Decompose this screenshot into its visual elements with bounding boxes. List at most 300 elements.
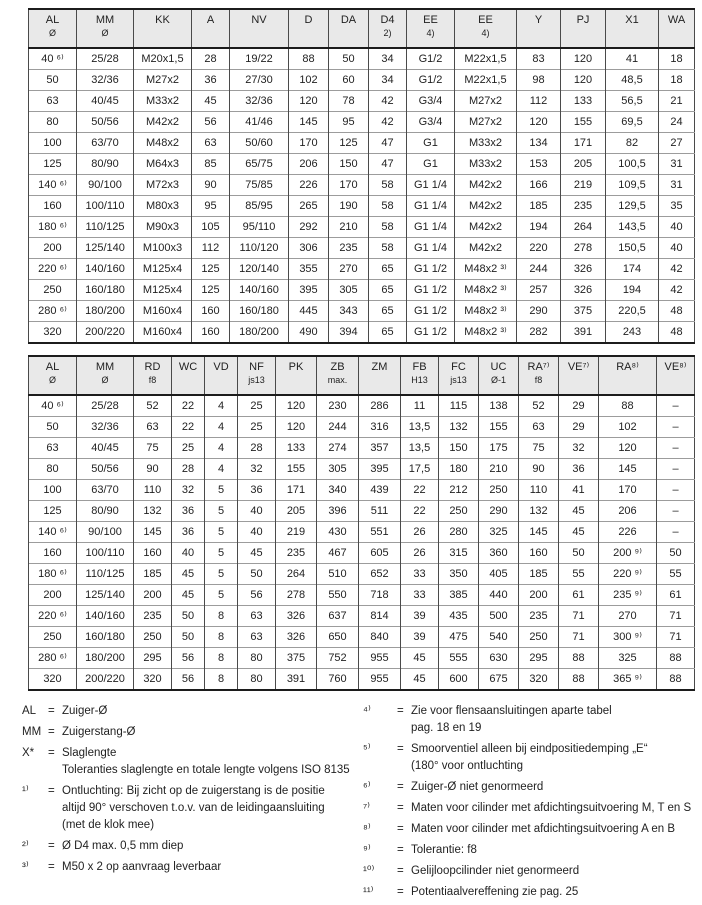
table-cell: 219 bbox=[276, 522, 317, 543]
table-row bbox=[29, 301, 695, 322]
table-1-section bbox=[28, 0, 694, 344]
table-cell: 8 bbox=[205, 648, 238, 669]
table-cell: 88 bbox=[657, 648, 695, 669]
table-cell: 440 bbox=[479, 585, 519, 606]
table-row bbox=[29, 522, 695, 543]
footnote-item bbox=[363, 703, 702, 737]
table-cell: 375 bbox=[276, 648, 317, 669]
footnote-marker: ¹¹⁾ bbox=[363, 886, 374, 898]
table-cell: 320 bbox=[519, 669, 559, 691]
table-cell: 26 bbox=[401, 543, 439, 564]
footnote-item bbox=[363, 741, 702, 775]
table-cell: 160 bbox=[519, 543, 559, 564]
table-cell: 95 bbox=[329, 112, 369, 133]
table-cell: 343 bbox=[329, 301, 369, 322]
table-cell: 160/180 bbox=[230, 301, 289, 322]
footnote-line: Maten voor cilinder met afdichtingsuitvoering A en B bbox=[411, 823, 676, 835]
table-cell: 36 bbox=[192, 70, 230, 91]
column-header-sublabel: Ø bbox=[48, 375, 56, 385]
table-cell: 160 bbox=[192, 301, 230, 322]
table-cell: 39 bbox=[401, 627, 439, 648]
table-cell: 171 bbox=[276, 480, 317, 501]
footnote-marker: ¹⁾ bbox=[22, 785, 29, 797]
table-cell: G1 1/2 bbox=[407, 301, 455, 322]
table-cell: 140 ⁶⁾ bbox=[29, 175, 77, 196]
table-cell: 185 bbox=[517, 196, 561, 217]
table-cell: M125x4 bbox=[134, 280, 192, 301]
table-cell: 250 bbox=[479, 480, 519, 501]
footnote-line: Slaglengte bbox=[62, 747, 117, 759]
table-cell: 4 bbox=[205, 417, 238, 438]
column-header bbox=[369, 9, 407, 48]
table-cell: 13,5 bbox=[401, 438, 439, 459]
table-cell: 75 bbox=[134, 438, 172, 459]
table-cell: 36 bbox=[559, 459, 599, 480]
footnote-line: Maten voor cilinder met afdichtingsuitvoering M, T en S bbox=[411, 802, 692, 814]
table-row bbox=[29, 438, 695, 459]
footnote-text bbox=[411, 800, 702, 817]
table-cell: 160 bbox=[192, 322, 230, 344]
footnote-line: Zuiger-Ø niet genormeerd bbox=[411, 781, 544, 793]
table-cell: 125 bbox=[192, 259, 230, 280]
table-cell: 125 bbox=[29, 154, 77, 175]
column-header-label: VE⁸⁾ bbox=[664, 361, 687, 373]
table-cell: 80/90 bbox=[77, 154, 134, 175]
column-header bbox=[230, 9, 289, 48]
table-cell: 120 bbox=[289, 91, 329, 112]
footnote-item bbox=[363, 779, 702, 796]
table-cell: M72x3 bbox=[134, 175, 192, 196]
table-cell: 160 bbox=[29, 543, 77, 564]
table-cell: 439 bbox=[359, 480, 401, 501]
table-cell: M20x1,5 bbox=[134, 48, 192, 70]
column-header-sublabel: Ø-1 bbox=[490, 375, 506, 385]
table-cell: M42x2 bbox=[455, 196, 517, 217]
table-cell: 5 bbox=[205, 543, 238, 564]
table-cell: M64x3 bbox=[134, 154, 192, 175]
table-cell: 360 bbox=[479, 543, 519, 564]
table-cell: 180/200 bbox=[77, 648, 134, 669]
table-cell: 50 bbox=[172, 627, 205, 648]
table-cell: 280 ⁶⁾ bbox=[29, 301, 77, 322]
table-cell: 155 bbox=[479, 417, 519, 438]
table-cell: 88 bbox=[559, 648, 599, 669]
table-cell: 365 ⁹⁾ bbox=[599, 669, 657, 691]
table-cell: 243 bbox=[606, 322, 659, 344]
column-header-label: D4 bbox=[380, 14, 395, 26]
column-header-label: EE bbox=[423, 14, 438, 26]
table-cell: 160/180 bbox=[77, 280, 134, 301]
column-header bbox=[455, 9, 517, 48]
footnote-marker: ¹⁰⁾ bbox=[363, 865, 375, 877]
footnote-item bbox=[22, 724, 355, 741]
table-row bbox=[29, 501, 695, 522]
table-cell: 200 bbox=[29, 238, 77, 259]
footnote-equals: = bbox=[397, 802, 404, 814]
table-cell: M90x3 bbox=[134, 217, 192, 238]
table-cell: 102 bbox=[599, 417, 657, 438]
table-2-section bbox=[28, 344, 694, 691]
column-header-label: NV bbox=[251, 14, 267, 26]
table-cell: 63 bbox=[134, 417, 172, 438]
column-header-sublabel bbox=[518, 28, 559, 39]
footnotes-left-column bbox=[22, 703, 355, 905]
table-cell: 340 bbox=[317, 480, 359, 501]
footnote-text bbox=[62, 783, 355, 834]
table-cell: M160x4 bbox=[134, 322, 192, 344]
table-row bbox=[29, 154, 695, 175]
table-cell: 47 bbox=[369, 154, 407, 175]
footnote-marker: ⁷⁾ bbox=[363, 802, 370, 814]
footnote-marker: ⁶⁾ bbox=[363, 781, 371, 793]
table-cell: 90/100 bbox=[77, 175, 134, 196]
table-cell: 25 bbox=[172, 438, 205, 459]
table-cell: 50/56 bbox=[77, 459, 134, 480]
table-cell: 752 bbox=[317, 648, 359, 669]
table-cell: 650 bbox=[317, 627, 359, 648]
table-cell: 61 bbox=[559, 585, 599, 606]
table-row bbox=[29, 564, 695, 585]
table-cell: 80/90 bbox=[77, 501, 134, 522]
footnotes-section bbox=[0, 691, 702, 905]
footnote-marker: ⁹⁾ bbox=[363, 844, 371, 856]
table-cell: 32/36 bbox=[77, 417, 134, 438]
table-cell: 63 bbox=[238, 627, 276, 648]
table-cell: 56 bbox=[238, 585, 276, 606]
table-cell: 175 bbox=[479, 438, 519, 459]
column-header bbox=[479, 356, 519, 395]
table-cell: 45 bbox=[559, 501, 599, 522]
table-cell: 71 bbox=[657, 627, 695, 648]
table-cell: 52 bbox=[519, 395, 559, 417]
table-cell: 45 bbox=[172, 564, 205, 585]
table-cell: 467 bbox=[317, 543, 359, 564]
table-cell: 40 ⁶⁾ bbox=[29, 395, 77, 417]
table-cell: 34 bbox=[369, 70, 407, 91]
column-header bbox=[439, 356, 479, 395]
table-cell: M125x4 bbox=[134, 259, 192, 280]
table-cell: 145 bbox=[519, 522, 559, 543]
table-cell: 320 bbox=[29, 322, 77, 344]
footnote-marker: ⁵⁾ bbox=[363, 743, 371, 755]
table-cell: 264 bbox=[276, 564, 317, 585]
table-cell: 4 bbox=[205, 459, 238, 480]
table-cell: 278 bbox=[276, 585, 317, 606]
table-cell: 125/140 bbox=[77, 585, 134, 606]
table-cell: 325 bbox=[479, 522, 519, 543]
table-cell: 50 bbox=[29, 417, 77, 438]
column-header-label: MM bbox=[95, 14, 115, 26]
table-cell: 210 bbox=[479, 459, 519, 480]
table-cell: 375 bbox=[561, 301, 606, 322]
table-cell: M48x2 ³⁾ bbox=[455, 322, 517, 344]
table-cell: 33 bbox=[401, 564, 439, 585]
cylinder-dimensions-table-2 bbox=[28, 355, 695, 691]
table-cell: 32 bbox=[172, 480, 205, 501]
table-cell: 4 bbox=[205, 395, 238, 417]
table-cell: 120 bbox=[517, 112, 561, 133]
column-header bbox=[561, 9, 606, 48]
table-cell: 235 bbox=[561, 196, 606, 217]
table-cell: 63 bbox=[29, 438, 77, 459]
table-cell: 42 bbox=[659, 259, 695, 280]
table-cell: 55 bbox=[559, 564, 599, 585]
table-cell: 105 bbox=[192, 217, 230, 238]
table-cell: 95 bbox=[192, 196, 230, 217]
table-cell: 320 bbox=[134, 669, 172, 691]
table-cell: 36 bbox=[172, 501, 205, 522]
footnote-text bbox=[62, 745, 355, 779]
table-cell: 120 bbox=[599, 438, 657, 459]
footnote-equals: = bbox=[48, 705, 55, 717]
column-header bbox=[134, 356, 172, 395]
footnote-item bbox=[363, 884, 702, 901]
table-cell: 22 bbox=[172, 395, 205, 417]
table-cell: 26 bbox=[401, 522, 439, 543]
table-cell: 290 bbox=[517, 301, 561, 322]
table-row bbox=[29, 627, 695, 648]
table-cell: 395 bbox=[289, 280, 329, 301]
table-cell: 100 bbox=[29, 133, 77, 154]
table-cell: 18 bbox=[659, 70, 695, 91]
table-cell: G1 1/4 bbox=[407, 196, 455, 217]
footnote-text bbox=[411, 703, 702, 737]
table-cell: M160x4 bbox=[134, 301, 192, 322]
column-header-label: FC bbox=[451, 361, 466, 373]
table-cell: 69,5 bbox=[606, 112, 659, 133]
column-header bbox=[329, 9, 369, 48]
table-cell: 316 bbox=[359, 417, 401, 438]
footnote-equals: = bbox=[48, 726, 55, 738]
table-cell: 11 bbox=[401, 395, 439, 417]
column-header bbox=[657, 356, 695, 395]
footnote-item bbox=[363, 863, 702, 880]
column-header-label: RA⁸⁾ bbox=[616, 361, 639, 373]
footnote-marker: AL bbox=[22, 705, 37, 717]
table-cell: 194 bbox=[517, 217, 561, 238]
table-cell: 61 bbox=[657, 585, 695, 606]
table-cell: 17,5 bbox=[401, 459, 439, 480]
table-row bbox=[29, 459, 695, 480]
table-cell: 500 bbox=[479, 606, 519, 627]
footnote-line: (met de klok mee) bbox=[62, 819, 155, 831]
table-cell: 226 bbox=[599, 522, 657, 543]
table-cell: G1 bbox=[407, 154, 455, 175]
table-row bbox=[29, 417, 695, 438]
column-header-label: DA bbox=[340, 14, 357, 26]
table-cell: 435 bbox=[439, 606, 479, 627]
table-cell: 206 bbox=[599, 501, 657, 522]
table-cell: 63/70 bbox=[77, 133, 134, 154]
column-header-sublabel bbox=[173, 375, 203, 386]
table-cell: 48,5 bbox=[606, 70, 659, 91]
column-header bbox=[289, 9, 329, 48]
table-cell: 88 bbox=[289, 48, 329, 70]
table-cell: 235 bbox=[276, 543, 317, 564]
table-cell: 132 bbox=[134, 501, 172, 522]
table-cell: 58 bbox=[369, 238, 407, 259]
table-cell: 110 bbox=[134, 480, 172, 501]
footnote-text bbox=[411, 842, 702, 859]
column-header-sublabel bbox=[658, 375, 693, 386]
table-cell: 134 bbox=[517, 133, 561, 154]
table-cell: 100,5 bbox=[606, 154, 659, 175]
table-cell: 65 bbox=[369, 322, 407, 344]
table-cell: 320 bbox=[29, 669, 77, 691]
table-cell: M33x2 bbox=[455, 154, 517, 175]
table-cell: 200 ⁹⁾ bbox=[599, 543, 657, 564]
table-cell: 75 bbox=[519, 438, 559, 459]
table-cell: G1 1/4 bbox=[407, 238, 455, 259]
table-cell: 40 bbox=[238, 522, 276, 543]
table-cell: 133 bbox=[276, 438, 317, 459]
table-cell: M48x2 bbox=[134, 133, 192, 154]
table-cell: 250 bbox=[439, 501, 479, 522]
cylinder-dimensions-table-1 bbox=[28, 8, 695, 344]
table-cell: 100/110 bbox=[77, 196, 134, 217]
table-cell: 290 bbox=[479, 501, 519, 522]
table-cell: 235 bbox=[134, 606, 172, 627]
column-header bbox=[599, 356, 657, 395]
table-cell: 264 bbox=[561, 217, 606, 238]
table-cell: 32/36 bbox=[77, 70, 134, 91]
table-cell: 5 bbox=[205, 585, 238, 606]
footnote-text bbox=[411, 779, 702, 796]
table-row bbox=[29, 48, 695, 70]
table-cell: 160 bbox=[134, 543, 172, 564]
table-cell: 445 bbox=[289, 301, 329, 322]
table-cell: 133 bbox=[561, 91, 606, 112]
table-cell: 41 bbox=[606, 48, 659, 70]
footnote-line: Ontluchting: Bij zicht op de zuigerstang is de positie bbox=[62, 785, 325, 797]
table-cell: 29 bbox=[559, 417, 599, 438]
column-header-sublabel: f8 bbox=[534, 375, 543, 385]
column-header-label: PK bbox=[288, 361, 304, 373]
table-cell: 28 bbox=[192, 48, 230, 70]
column-header-sublabel bbox=[600, 375, 655, 386]
table-cell: 185 bbox=[519, 564, 559, 585]
table-cell: 50 bbox=[172, 606, 205, 627]
footnote-line: Smoorventiel alleen bij eindpositiedemping „E“ bbox=[411, 743, 648, 755]
column-header bbox=[29, 9, 77, 48]
footnote-equals: = bbox=[48, 861, 55, 873]
table-cell: 280 bbox=[439, 522, 479, 543]
table-cell: 80 bbox=[29, 459, 77, 480]
table-cell: 292 bbox=[289, 217, 329, 238]
table-cell: 840 bbox=[359, 627, 401, 648]
table-cell: 41/46 bbox=[230, 112, 289, 133]
table-cell: 48 bbox=[659, 301, 695, 322]
table-cell: 40 bbox=[172, 543, 205, 564]
table-cell: 166 bbox=[517, 175, 561, 196]
table-cell: 32 bbox=[238, 459, 276, 480]
column-header-label: Y bbox=[534, 14, 543, 26]
column-header-label: WA bbox=[667, 14, 686, 26]
table-cell: 125/140 bbox=[77, 238, 134, 259]
table-cell: – bbox=[657, 417, 695, 438]
table-cell: 45 bbox=[172, 585, 205, 606]
table-cell: G1 1/4 bbox=[407, 175, 455, 196]
table-cell: 171 bbox=[561, 133, 606, 154]
table-cell: 955 bbox=[359, 648, 401, 669]
table-cell: 540 bbox=[479, 627, 519, 648]
column-header bbox=[29, 356, 77, 395]
table-cell: 235 bbox=[519, 606, 559, 627]
table-cell: G3/4 bbox=[407, 91, 455, 112]
table-cell: 212 bbox=[439, 480, 479, 501]
table-cell: 18 bbox=[659, 48, 695, 70]
table-cell: 185 bbox=[134, 564, 172, 585]
table-cell: 257 bbox=[517, 280, 561, 301]
table-cell: 180/200 bbox=[230, 322, 289, 344]
table-cell: 160/180 bbox=[77, 627, 134, 648]
column-header bbox=[172, 356, 205, 395]
table-cell: 5 bbox=[205, 501, 238, 522]
table-cell: 71 bbox=[559, 627, 599, 648]
table-cell: 50/60 bbox=[230, 133, 289, 154]
table-cell: 180 ⁶⁾ bbox=[29, 564, 77, 585]
table-cell: 200 bbox=[29, 585, 77, 606]
table-cell: 82 bbox=[606, 133, 659, 154]
table-cell: 100/110 bbox=[77, 543, 134, 564]
table-cell: 490 bbox=[289, 322, 329, 344]
table-cell: 300 ⁹⁾ bbox=[599, 627, 657, 648]
table-cell: 24 bbox=[659, 112, 695, 133]
table-cell: 5 bbox=[205, 480, 238, 501]
footnote-item bbox=[363, 800, 702, 817]
table-row bbox=[29, 648, 695, 669]
table-cell: 45 bbox=[559, 522, 599, 543]
table-cell: 138 bbox=[479, 395, 519, 417]
table-cell: 125 bbox=[29, 501, 77, 522]
footnote-item bbox=[22, 745, 355, 779]
table-cell: 71 bbox=[559, 606, 599, 627]
table-cell: G1 1/4 bbox=[407, 217, 455, 238]
table-cell: M42x2 bbox=[455, 175, 517, 196]
footnote-marker: ³⁾ bbox=[22, 861, 29, 873]
table-row bbox=[29, 196, 695, 217]
table-cell: 85 bbox=[192, 154, 230, 175]
footnote-item bbox=[22, 783, 355, 834]
table-cell: 170 bbox=[289, 133, 329, 154]
table-cell: 56 bbox=[172, 648, 205, 669]
table-cell: 205 bbox=[276, 501, 317, 522]
table-cell: 326 bbox=[276, 627, 317, 648]
table-cell: 270 bbox=[599, 606, 657, 627]
table-cell: 265 bbox=[289, 196, 329, 217]
table-cell: 206 bbox=[289, 154, 329, 175]
table-cell: 391 bbox=[561, 322, 606, 344]
table-cell: 219 bbox=[561, 175, 606, 196]
table-cell: 125 bbox=[329, 133, 369, 154]
table-cell: 394 bbox=[329, 322, 369, 344]
table-cell: 22 bbox=[172, 417, 205, 438]
table-cell: 34 bbox=[369, 48, 407, 70]
table-row bbox=[29, 322, 695, 344]
table-cell: 180/200 bbox=[77, 301, 134, 322]
table-cell: 190 bbox=[329, 196, 369, 217]
table-cell: 25 bbox=[238, 417, 276, 438]
table-cell: 244 bbox=[317, 417, 359, 438]
table-cell: 45 bbox=[401, 648, 439, 669]
table-cell: 718 bbox=[359, 585, 401, 606]
column-header bbox=[276, 356, 317, 395]
table-cell: 315 bbox=[439, 543, 479, 564]
footnote-line: Toleranties slaglengte en totale lengte volgens ISO 8135 bbox=[62, 764, 350, 776]
table-cell: 174 bbox=[606, 259, 659, 280]
table-cell: 220,5 bbox=[606, 301, 659, 322]
column-header-sublabel: H13 bbox=[411, 375, 428, 385]
